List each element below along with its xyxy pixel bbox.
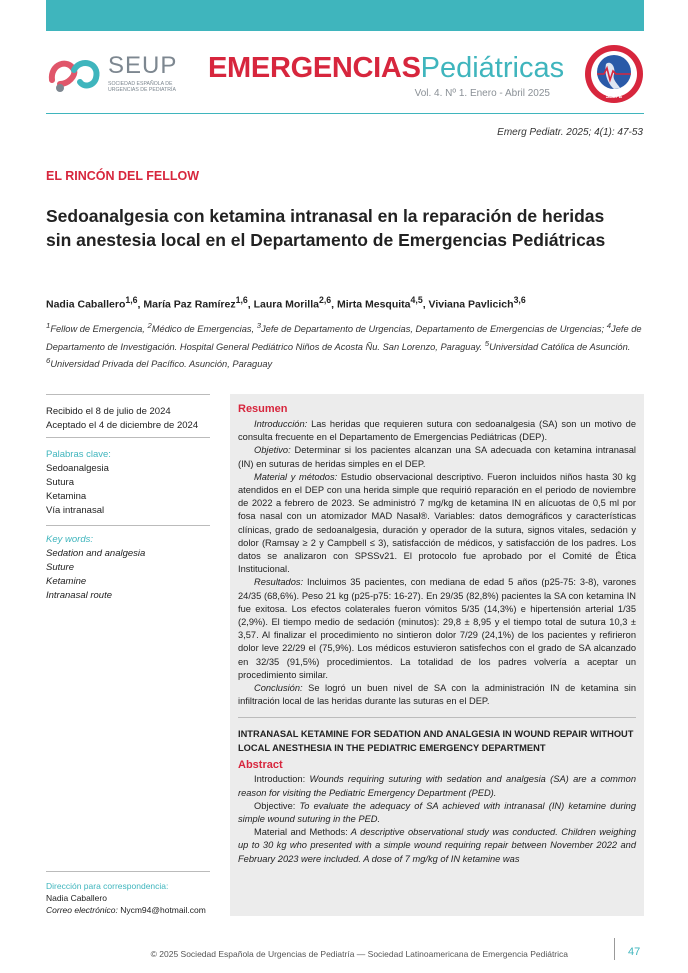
abstract-heading-en: Abstract (238, 759, 283, 772)
journal-title-light: Pediátricas (420, 52, 565, 84)
abstract-paragraph (238, 418, 636, 444)
keyword: Suture (46, 562, 74, 573)
keyword: Intranasal route (46, 590, 113, 601)
society-subtitle: SOCIEDAD ESPAÑOLA DE URGENCIAS DE PEDIATRÍA (108, 81, 176, 93)
affiliations (46, 319, 646, 372)
page-number: 47 (628, 946, 641, 958)
paragraph-text: Las heridas que requieren sutura con sedoanalgesia (SA) son un motivo de consulta frecuente en el Departamento de Emergencias Pediátricas (DEP). (238, 419, 636, 443)
sidebar-divider (46, 525, 210, 526)
author: Nadia Caballero (46, 298, 126, 311)
paragraph-label: Objetivo: (254, 445, 291, 456)
top-color-bar (46, 0, 644, 31)
abstract-paragraph (238, 471, 636, 577)
received-date: Recibido el 8 de julio de 2024 (46, 406, 171, 417)
paragraph-text: Incluimos 35 pacientes, con mediana de edad 5 años (p25-75: 3-8), varones 24/35 (68,6%). Peso 21 kg (p25-p75: 16-27). En 29/35 (82,8%) pacientes la SA con ketamina IN fue exitosa. Los efectos colaterales fueron vómitos 5/35 (14,3%) e hipertensión arterial 1/35 (2,9%). El tiempo medio de sedación (minutos): 29,8 ± 8,95 y el tiempo total de sutura 10,3 ± 3,57. Al finalizar el procedimiento no sintieron dolor 7/29 (24,1%) de los pacientes y refirieron dolor leve 22/29 el (75,9%). Los médicos estuvieron satisfechos con el grado de SA alcanzado en 32/35 (91,5%) procedimientos. La totalidad de los padres volvería a aceptar un procedimiento similar. (238, 577, 636, 680)
paragraph-text: Wounds requiring suturing with sedation and analgesia (SA) are a common reason for visiting the Pediatric Emergency Department (PED). (238, 774, 636, 798)
svg-text:SLEPE: SLEPE (605, 94, 623, 100)
author-affil-sup: 4,5 (410, 295, 423, 305)
email-address[interactable]: Nycm94@hotmail.com (120, 905, 206, 915)
keywords-es-heading: Palabras clave: (46, 449, 111, 460)
paragraph-text: Determinar si los pacientes alcanzan una SA adecuada con ketamina intranasal (IN) en suturas de heridas simples en el DEP. (238, 445, 636, 469)
paragraph-label: Material y métodos: (254, 471, 338, 482)
citation: Emerg Pediatr. 2025; 4(1): 47-53 (497, 127, 643, 138)
affil-text: Universidad Privada del Pacífico. Asunción, Paraguay (50, 359, 273, 370)
keyword: Ketamine (46, 576, 87, 587)
dates (46, 405, 198, 433)
header-divider (46, 113, 644, 114)
paragraph-label: Introduction: (254, 774, 306, 785)
keyword: Vía intranasal (46, 505, 105, 516)
keyword: Sutura (46, 477, 74, 488)
abstract-paragraph-en (238, 826, 636, 866)
abstract-paragraph (238, 444, 636, 470)
affil-text: Jefe de Departamento de Investigación. Hospital General Pediátrico Niños de Acosta Ñu. San Lorenzo, Paraguay. (46, 324, 642, 352)
paragraph-label: Objective: (254, 800, 296, 811)
affil-text: Fellow de Emergencia, (50, 324, 148, 335)
author: Mirta Mesquita (337, 298, 411, 311)
abstract-divider (238, 717, 636, 718)
paragraph-text: Se logró un buen nivel de SA con la administración IN de ketamina sin infiltración local de las heridas durante las suturas en el DEP. (238, 683, 636, 707)
affil-sup: 5 (484, 338, 490, 348)
paragraph-label: Introducción: (254, 419, 308, 429)
footer-copyright: © 2025 Sociedad Española de Urgencias de Pediatría — Sociedad Latinoamericana de Emergencia Pediátrica (150, 949, 568, 959)
abstract-paragraph (238, 576, 636, 682)
affil-sup: 4 (606, 321, 612, 330)
paragraph-label: Material and Methods: (254, 827, 348, 838)
affil-sup: 2 (147, 321, 152, 330)
volume-line: Vol. 4. Nº 1. Enero - Abril 2025 (414, 88, 550, 99)
affil-sup: 3 (256, 321, 261, 330)
english-title: INTRANASAL KETAMINE FOR SEDATION AND ANALGESIA IN WOUND REPAIR WITHOUT LOCAL ANESTHESIA IN THE PEDIATRIC EMERGENCY DEPARTMENT (238, 729, 634, 753)
footer-divider (614, 938, 615, 960)
sidebar-divider (46, 871, 210, 872)
keyword: Sedoanalgesia (46, 463, 109, 474)
affil-text: Universidad Católica de Asunción. (489, 341, 631, 352)
correspondence-label: Dirección para correspondencia: (46, 881, 169, 891)
keywords-en-heading: Key words: (46, 534, 93, 545)
author-affil-sup: 2,6 (318, 295, 332, 305)
abstract-paragraph-en (238, 773, 636, 799)
paragraph-label: Resultados: (254, 577, 304, 588)
keyword: Ketamina (46, 491, 87, 502)
correspondence (46, 880, 206, 916)
article-title: Sedoanalgesia con ketamina intranasal en la reparación de heridas sin anestesia local en el Departamento de Emergencias Pediátricas (46, 206, 606, 250)
journal-title (208, 52, 564, 85)
authors: Nadia Caballero$^{1,6}$, María Paz Ramírez$^{1,6}$, Laura Morilla$^{2,6}$, Mirta Mesquita$^{4,5}$, Viviana Pavlicich$^{3,6}$ (46, 295, 526, 311)
affil-text: Médico de Emergencias, (151, 324, 257, 335)
keywords-es (46, 448, 111, 518)
paragraph-label: Conclusión: (254, 683, 303, 694)
abstract-paragraph (238, 682, 636, 708)
journal-title-bold: EMERGENCIAS (208, 52, 421, 84)
author: Laura Morilla (253, 298, 319, 311)
paragraph-text: A descriptive observational study was conducted. Children weighing up to 30 kg who presented with a simple wound requiring repair between November 2022 and February 2023 were included. A dose of 7 mg/kg of IN ketamine was (238, 827, 636, 864)
affil-sup: 1 (46, 321, 51, 330)
author-affil-sup: 1,6 (125, 295, 138, 305)
keywords-en (46, 533, 145, 603)
paragraph-text: To evaluate the adequacy of SA achieved with intranasal (IN) ketamine during simple wound suturing in the PED. (238, 800, 636, 825)
affil-sup: 6 (46, 356, 51, 366)
keyword: Sedation and analgesia (46, 548, 146, 559)
abstract-box (230, 394, 644, 916)
author-affil-sup: 3,6 (513, 295, 526, 305)
paragraph-text: Estudio observacional descriptivo. Fueron incluidos niños hasta 30 kg atendidos en el DEP con una herida simple que requirió reparación en el periodo de noviembre de 2022 a febrero de 2023. Se administró 7 mg/kg de ketamina IN en alícuotas de 0,5 ml por fosa nasal con un atomizador MAD Nasal®. Variables: datos demográficos y características clínicas, grado de sedoanalgesia, duración y operador de la sutura, signos vitales, sedación y dolor (Ramsay ≥ 2 y Campbell ≤ 3), satisfacción de médicos, y satisfacción de los padres. Los datos se analizaron con SPSSv21. El protocolo fue aprobado por el Comité de Ética Institucional. (238, 471, 637, 575)
sidebar-divider (46, 437, 210, 438)
author: María Paz Ramírez (143, 298, 236, 311)
slepe-seal (584, 44, 644, 104)
sidebar-divider (46, 394, 210, 395)
section-label: EL RINCÓN DEL FELLOW (46, 169, 200, 183)
affil-text: Jefe de Departamento de Urgencias, Departamento de Emergencias de Urgencias; (261, 324, 607, 335)
society-name: SEUP (108, 52, 178, 79)
correspondence-name: Nadia Caballero (46, 893, 107, 903)
email-label: Correo electrónico: (46, 905, 118, 915)
abstract-heading-es: Resumen (238, 403, 288, 415)
slepe-seal-icon (584, 44, 644, 104)
author-affil-sup: 1,6 (235, 295, 248, 305)
abstract-paragraph-en (238, 800, 636, 826)
author: Viviana Pavlicich (428, 298, 514, 311)
accepted-date: Aceptado el 4 de diciembre de 2024 (46, 420, 199, 431)
